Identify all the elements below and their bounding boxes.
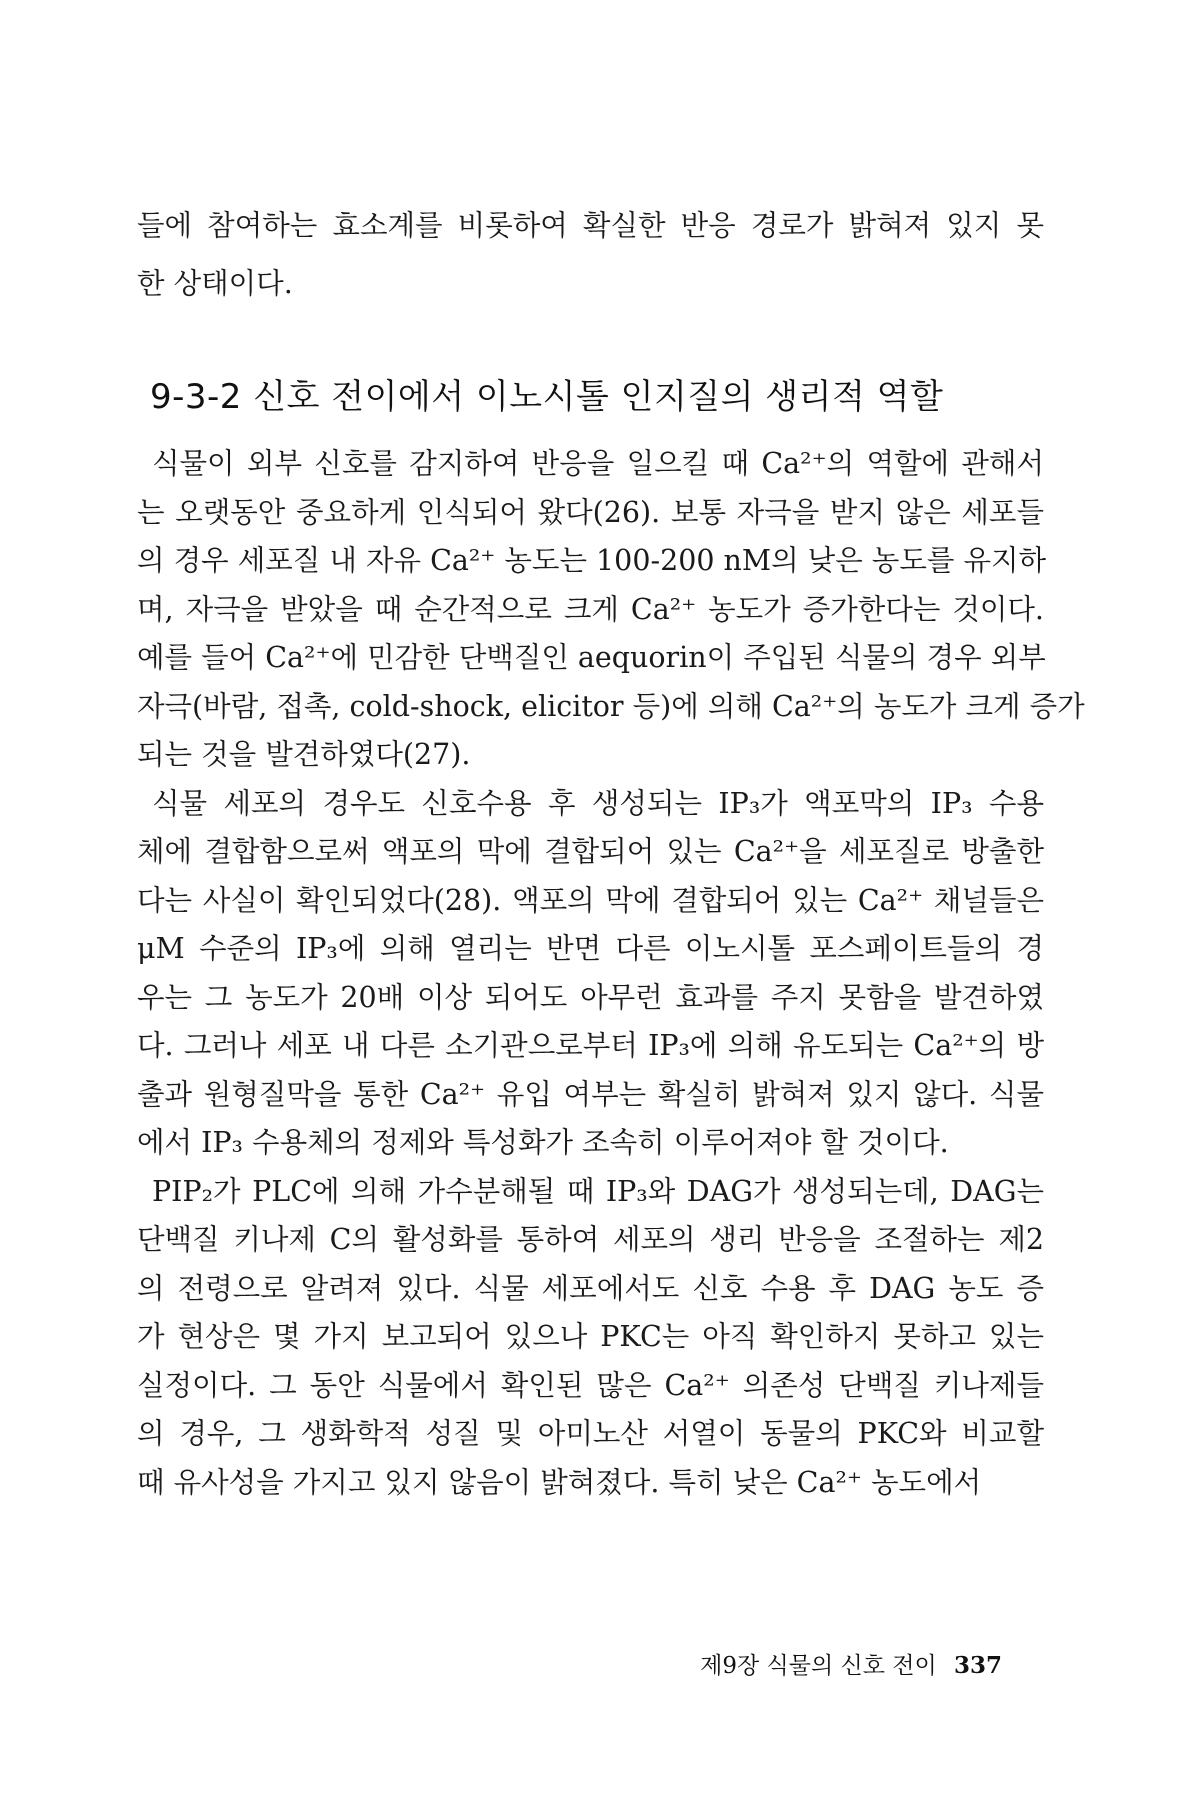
page-footer (700, 1648, 1002, 1684)
intro-line: 한 상태이다. (137, 267, 293, 300)
paragraph1-line: 자극(바람, 접촉, cold-shock, elicitor 등)에 의해 Ca²⁺의 농도가 크게 증가 (137, 689, 1085, 723)
paragraph2-line: 출과 원형질막을 통한 Ca²⁺ 유입 여부는 확실히 밝혀져 있지 않다. 식물 (137, 1077, 1044, 1111)
paragraph1-line: 예를 들어 Ca²⁺에 민감한 단백질인 aequorin이 주입된 식물의 경우 외부 (137, 641, 1046, 674)
paragraph2-line: 다. 그러나 세포 내 다른 소기관으로부터 IP₃에 의해 유도되는 Ca²⁺의 방 (137, 1029, 1044, 1062)
intro-line: 들에 참여하는 효소계를 비롯하여 확실한 반응 경로가 밝혀져 있지 못 (137, 209, 1044, 242)
footer-chapter: 제9장 식물의 신호 전이 (700, 1653, 937, 1679)
paragraph1-line: 되는 것을 발견하였다(27). (137, 738, 471, 771)
paragraph1-line: 는 오랫동안 중요하게 인식되어 왔다(26). 보통 자극을 받지 않은 세포들 (137, 495, 1044, 529)
paragraph3-line: 가 현상은 몇 가지 보고되어 있으나 PKC는 아직 확인하지 못하고 있는 (137, 1320, 1044, 1353)
page-number: 337 (953, 1652, 1002, 1679)
paragraph3-line: 의 경우, 그 생화학적 성질 및 아미노산 서열이 동물의 PKC와 비교할 (137, 1417, 1044, 1450)
paragraph3-line: 때 유사성을 가지고 있지 않음이 밝혀졌다. 특히 낮은 Ca²⁺ 농도에서 (137, 1465, 982, 1499)
paragraph1-line: 의 경우 세포질 내 자유 Ca²⁺ 농도는 100-200 nM의 낮은 농도를 유지하 (137, 544, 1047, 577)
paragraph3-line: 실정이다. 그 동안 식물에서 확인된 많은 Ca²⁺ 의존성 단백질 키나제들 (137, 1368, 1044, 1402)
paragraph3-line: 의 전령으로 알려져 있다. 식물 세포에서도 신호 수용 후 DAG 농도 증 (137, 1271, 1044, 1305)
paragraph2-line: 에서 IP₃ 수용체의 정제와 특성화가 조속히 이루어져야 할 것이다. (137, 1126, 949, 1159)
section-heading: 9-3-2 신호 전이에서 이노시톨 인지질의 생리적 역할 (150, 377, 944, 417)
paragraph2-line: 식물 세포의 경우도 신호수용 후 생성되는 IP₃가 액포막의 IP₃ 수용 (152, 786, 1044, 820)
paragraph1-line: 며, 자극을 받았을 때 순간적으로 크게 Ca²⁺ 농도가 증가한다는 것이다. (137, 592, 1044, 626)
paragraph3-line: 단백질 키나제 C의 활성화를 통하여 세포의 생리 반응을 조절하는 제2 (137, 1223, 1044, 1256)
paragraph1-line: 식물이 외부 신호를 감지하여 반응을 일으킬 때 Ca²⁺의 역할에 관해서 (152, 447, 1044, 480)
paragraph2-line: μM 수준의 IP₃에 의해 열리는 반면 다른 이노시톨 포스페이트들의 경 (137, 932, 1044, 965)
paragraph3-line: PIP₂가 PLC에 의해 가수분해될 때 IP₃와 DAG가 생성되는데, DAG는 (152, 1174, 1044, 1208)
paragraph2-line: 다는 사실이 확인되었다(28). 액포의 막에 결합되어 있는 Ca²⁺ 채널들은 (137, 883, 1044, 917)
paragraph2-line: 체에 결합함으로써 액포의 막에 결합되어 있는 Ca²⁺을 세포질로 방출한 (137, 835, 1044, 868)
paragraph2-line: 우는 그 농도가 20배 이상 되어도 아무런 효과를 주지 못함을 발견하였 (137, 980, 1044, 1014)
